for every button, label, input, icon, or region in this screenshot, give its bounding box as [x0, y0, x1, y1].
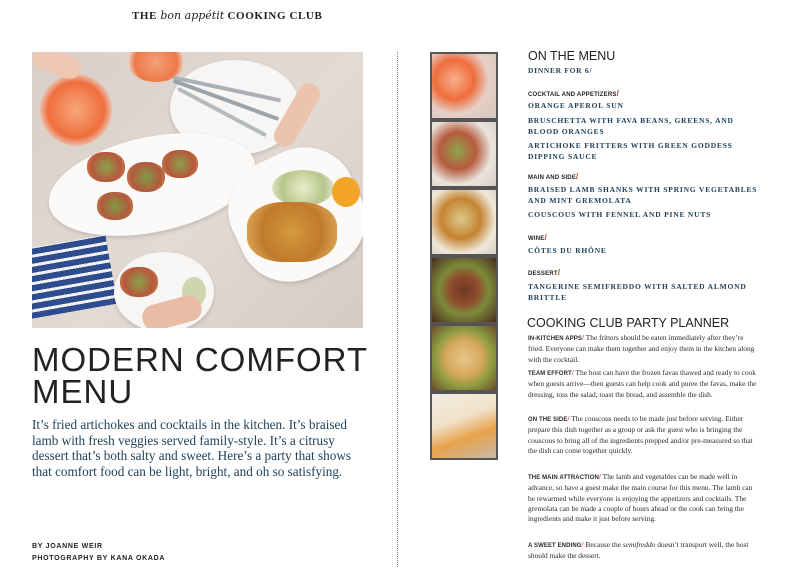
title-line-2: MENU — [32, 373, 134, 410]
planner-text: doesn’t transport well, the host should make the dessert. — [528, 540, 749, 561]
menu-subtitle — [528, 66, 592, 75]
thumbnail-strip — [430, 52, 498, 460]
section-slash: / — [576, 172, 579, 181]
thumbnail-semifreddo — [432, 394, 496, 458]
menu-item: ORANGE APEROL SUN — [528, 101, 624, 110]
thumbnail-lamb — [432, 258, 496, 322]
menu-heading: ON THE MENU — [528, 49, 616, 63]
menu-subtitle-slash: / — [589, 66, 593, 75]
planner-text: The host can have the frozen favas thawed and ready to cook when guests arrive—then guests can help cook and puree the favas, make the dressing, toss the salad, toast the bread, and assemble the dish. — [528, 368, 757, 399]
planner-entry-side — [528, 414, 758, 456]
section-slash: / — [544, 233, 547, 242]
section-label-main — [528, 172, 578, 181]
menu-item: COUSCOUS WITH FENNEL AND PINE NUTS — [528, 210, 712, 219]
author-credit: BY JOANNE WEIR — [32, 543, 103, 550]
planner-slash: / — [581, 540, 584, 549]
section-slash: / — [557, 268, 561, 277]
planner-label: ON THE SIDE — [528, 417, 568, 423]
planner-slash: / — [567, 414, 570, 423]
planner-text: The couscous needs to be made just before serving. Either prepare this dish together as a group or ask the guest who is bringing the couscous to bring all of the ingredients prepped and/or pre-measured so that the dish can come together quickly. — [528, 414, 753, 455]
section-label-dessert — [528, 268, 560, 277]
section-label-text: COCKTAIL AND APPETIZERS — [528, 92, 617, 98]
intro-paragraph: It’s fried artichokes and cocktails in the kitchen. It’s braised lamb with fresh veggies served family-style. It’s a citrusy dessert that’s both salty and sweet. Here’s a party that shows that comfort food can be light, bright, and oh so satisfying. — [32, 417, 351, 479]
planner-text: The lamb and vegetables can be made well in advance, so have a guest make the main course for this menu. The lamb can be rewarmed while everyone is enjoying the appetizers and cocktails. The gremolata can be made a couple of hours ahead or the cook can bring the ingredients and make it just before serving. — [528, 472, 753, 524]
thumbnail-cocktail — [432, 54, 496, 118]
header-brand: bon appétit — [160, 9, 225, 22]
column-divider — [397, 52, 398, 567]
planner-label: TEAM EFFORT — [528, 371, 572, 377]
planner-entry-main — [528, 472, 758, 524]
magazine-header — [132, 9, 322, 22]
header-prefix: THE — [132, 10, 161, 22]
credits — [32, 541, 165, 565]
header-suffix: COOKING CLUB — [224, 10, 323, 22]
section-label-wine — [528, 233, 547, 242]
menu-item: ARTICHOKE FRITTERS WITH GREEN GODDESS DIPPING SAUCE — [528, 141, 733, 161]
section-label-text: DESSERT — [528, 271, 558, 277]
planner-slash: / — [571, 368, 574, 377]
planner-slash: / — [598, 472, 601, 481]
planner-entry-dessert — [528, 540, 758, 562]
hero-photo — [32, 52, 363, 328]
planner-text: The fritters should be eaten immediately after they’re fried. Everyone can make them together and enjoy them in the kitchen along with the cocktail. — [528, 333, 755, 364]
menu-subtitle-text: DINNER FOR 6 — [528, 66, 590, 75]
planner-entry-apps — [528, 333, 758, 365]
planner-label: A SWEET ENDING — [528, 543, 582, 549]
menu-item: TANGERINE SEMIFREDDO WITH SALTED ALMOND BRITTLE — [528, 282, 747, 302]
title-line-1: MODERN COMFORT — [32, 341, 369, 378]
section-label-text: MAIN AND SIDE — [528, 175, 577, 181]
planner-text: Because the — [583, 540, 623, 549]
page-title — [32, 341, 392, 410]
section-label-cocktail — [528, 89, 619, 98]
section-label-text: WINE — [528, 236, 545, 242]
planner-label: IN-KITCHEN APPS — [528, 336, 582, 342]
planner-text-italic: semifreddo — [622, 540, 656, 549]
thumbnail-couscous — [432, 326, 496, 390]
planner-entry-team — [528, 368, 758, 400]
section-slash: / — [616, 89, 620, 98]
planner-heading: COOKING CLUB PARTY PLANNER — [527, 316, 730, 330]
planner-label: THE MAIN ATTRACTION — [528, 475, 599, 481]
thumbnail-bruschetta — [432, 122, 496, 186]
menu-item: BRUSCHETTA WITH FAVA BEANS, GREENS, AND BLOOD ORANGES — [528, 116, 734, 136]
menu-item: BRAISED LAMB SHANKS WITH SPRING VEGETABLES AND MINT GREMOLATA — [528, 185, 758, 205]
photo-credit: PHOTOGRAPHY BY KANA OKADA — [32, 555, 166, 562]
menu-item: CÔTES DU RHÔNE — [528, 246, 607, 255]
planner-slash: / — [581, 333, 585, 342]
thumbnail-fritters — [432, 190, 496, 254]
